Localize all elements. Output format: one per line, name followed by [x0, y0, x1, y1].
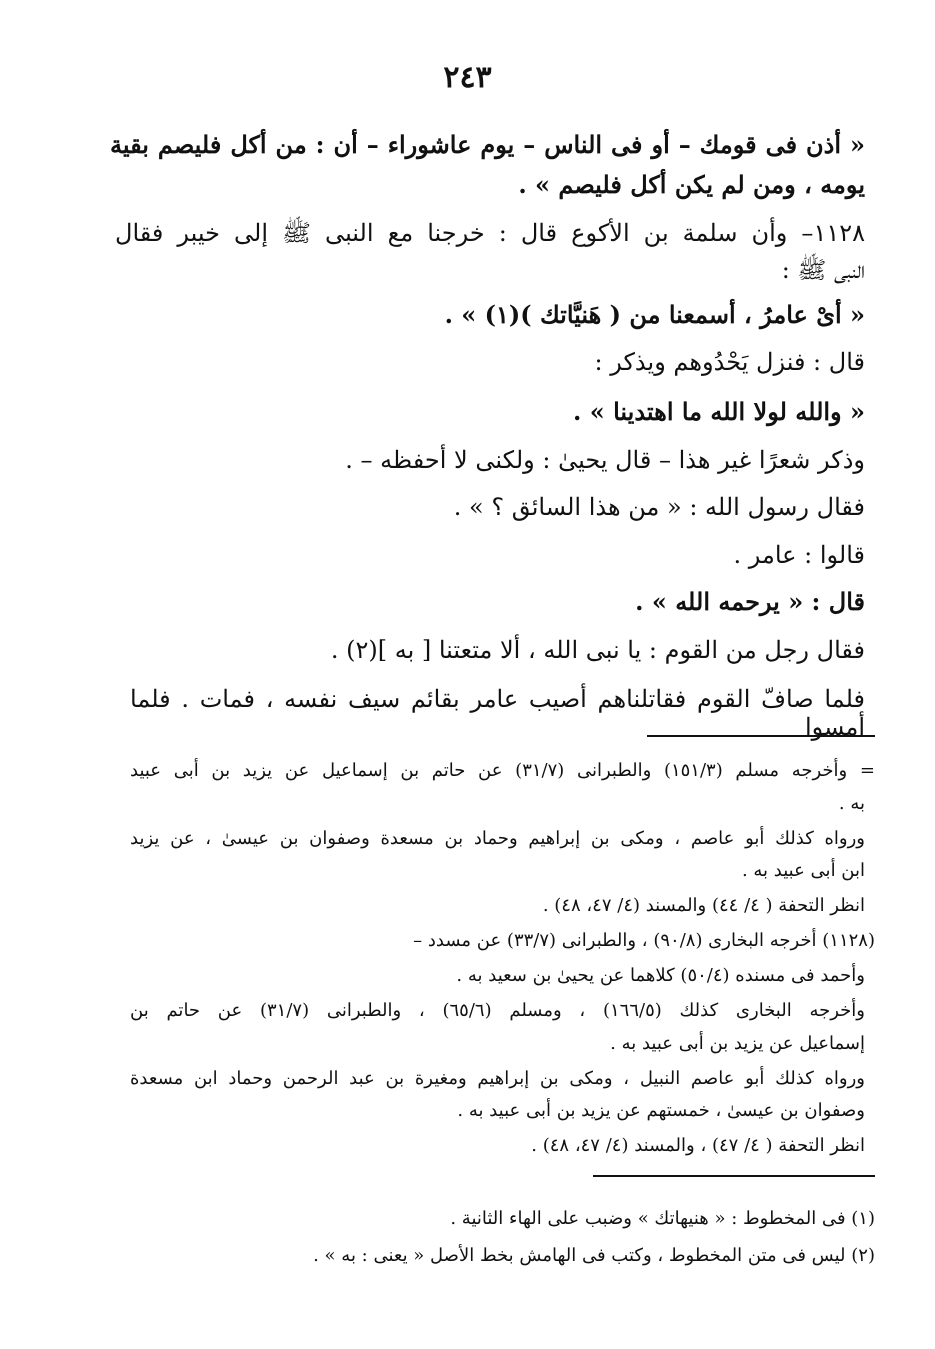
- note-line: به .: [838, 793, 865, 814]
- note-line: إسماعيل عن يزيد بن أبى عبيد به .: [610, 1033, 865, 1054]
- text-line: « أىْ عامرُ ، أسمعنا من ( هَنيَّاتك )(١) » .: [444, 300, 865, 329]
- text-line: « أذن فى قومك – أو فى الناس – يوم عاشوراء – أن : من أكل فليصم بقية: [110, 130, 865, 159]
- text-line: النبى ﷺ :: [781, 256, 865, 284]
- note-line: ورواه كذلك أبو عاصم ، ومكى بن إبراهيم وحماد بن مسعدة وصفوان بن عيسىٰ ، عن يزيد: [130, 828, 865, 849]
- note-line: انظر التحفة ( ٤/ ٤٧) ، والمسند (٤/ ٤٧، ٤٨) .: [531, 1135, 865, 1156]
- footnote-line: (٢) ليس فى متن المخطوط ، وكتب فى الهامش بخط الأصل « يعنى : به » .: [313, 1245, 875, 1266]
- note-line: ابن أبى عبيد به .: [741, 860, 865, 881]
- page-number: ٢٤٣: [443, 60, 492, 95]
- text-line: يومه ، ومن لم يكن أكل فليصم » .: [518, 170, 865, 199]
- text-line: قال : فنزل يَحْدُوهم ويذكر :: [594, 348, 865, 376]
- note-line: ورواه كذلك أبو عاصم النبيل ، ومكى بن إبراهيم ومغيرة بن عبد الرحمن وحماد ابن مسعدة: [130, 1068, 865, 1089]
- note-line: وأحمد فى مسنده (٥٠/٤) كلاهما عن يحيىٰ بن سعيد به .: [456, 965, 865, 986]
- note-line: (١١٢٨) أخرجه البخارى (٩٠/٨) ، والطبرانى (٣٣/٧) عن مسدد –: [413, 930, 875, 951]
- text-line: ١١٢٨– وأن سلمة بن الأكوع قال : خرجنا مع النبى ﷺ إلى خيبر فقال: [115, 219, 865, 247]
- note-line: وأخرجه البخارى كذلك (١٦٦/٥) ، ومسلم (٦٥/٦) ، والطبرانى (٣١/٧) عن حاتم بن: [130, 1000, 865, 1021]
- text-line: قالوا : عامر .: [733, 541, 865, 569]
- separator-rule: [647, 735, 875, 737]
- note-line: = وأخرجه مسلم (١٥١/٣) والطبرانى (٣١/٧) عن حاتم بن إسماعيل عن يزيد بن أبى عبيد: [130, 760, 875, 781]
- text-line: فقال رجل من القوم : يا نبى الله ، ألا متعتنا [ به ](٢) .: [330, 636, 865, 664]
- text-line: فلما صافّ القوم فقاتلناهم أصيب عامر بقائم سيف نفسه ، فمات . فلما أمسوا: [130, 685, 865, 741]
- text-line: فقال رسول الله : « من هذا السائق ؟ » .: [453, 493, 865, 521]
- note-line: وصفوان بن عيسىٰ ، خمستهم عن يزيد بن أبى عبيد به .: [457, 1100, 865, 1121]
- separator-rule: [593, 1175, 875, 1177]
- text-line: وذكر شعرًا غير هذا – قال يحيىٰ : ولكنى لا أحفظه – .: [345, 446, 865, 474]
- footnote-line: (١) فى المخطوط : « هنيهاتك » وضبب على الهاء الثانية .: [450, 1208, 875, 1229]
- text-line: قال : « يرحمه الله » .: [635, 587, 865, 616]
- text-line: « والله لولا الله ما اهتدينا » .: [573, 397, 865, 426]
- note-line: انظر التحفة ( ٤/ ٤٤) والمسند (٤/ ٤٧، ٤٨) .: [542, 895, 865, 916]
